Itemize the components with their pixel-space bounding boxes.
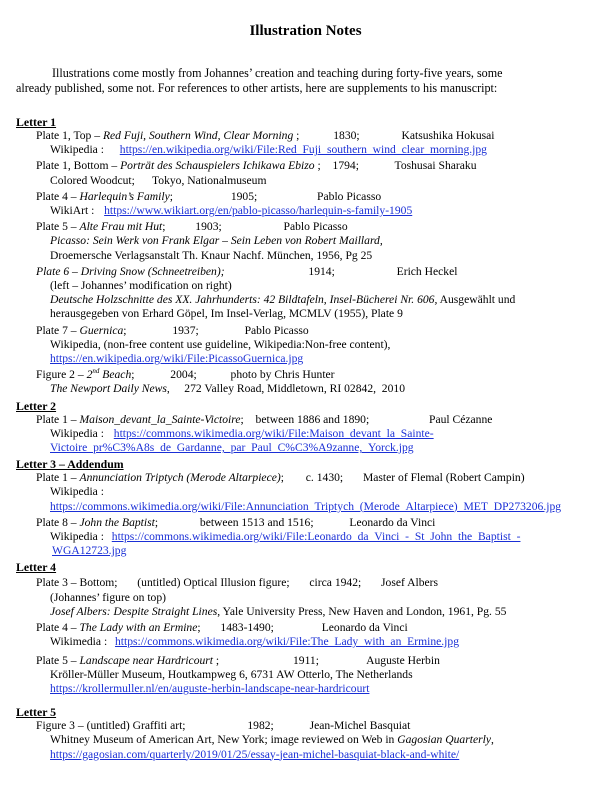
plate-label: Plate 5 – [36,220,77,234]
artwork-year: between 1886 and 1890; [255,412,370,426]
artist-name: Katsushika Hokusai [401,129,495,142]
artwork-year: circa 1942; [309,576,362,590]
separator: ; [296,129,300,142]
intro-line-1: Illustrations come mostly from Johannes’ creation and teaching during forty-five years, some [52,66,503,80]
artwork-year: 1937; [172,323,199,337]
letter-1-entry-7 [16,368,606,396]
source-link[interactable]: https://www.wikiart.org/en/pablo-picasso/harlequin-s-family-1905 [104,204,413,218]
source-label: Wikipedia : [50,426,104,440]
letter-4-entry-2 [16,621,606,649]
museum-address: Kröller-Müller Museum, Houtkampweg 6, 6731 AW Otterlo, The Netherlands [50,667,413,681]
source-link[interactable]: https://commons.wikimedia.org/wiki/File:Leonardo_da_Vinci_-_St_John_the_Baptist_- [111,530,521,544]
source-link[interactable]: https://commons.wikimedia.org/wiki/File:The_Lady_with_an_Ermine.jpg [114,635,459,649]
intro-paragraph [16,66,600,96]
source-link[interactable]: https://en.wikipedia.org/wiki/File:Red_Fuji_southern_wind_clear_morning.jpg [119,143,487,157]
artist-name: Josef Albers [381,576,439,590]
figure-note: (Johannes’ figure on top) [50,590,167,604]
publication-title: Gagosian Quarterly [397,733,491,747]
plate-label: Plate 6 – [36,264,78,278]
address: , 272 Valley Road, Middletown, RI 02842, 2010 [166,382,405,396]
artwork-year: 1794; [332,159,359,173]
source-label: Wikipedia : [50,143,104,157]
source-label: Wikipedia : [50,485,104,499]
artwork-year: 2004; [170,368,197,382]
letter-1-entry-3 [16,190,606,218]
book-title: Deutsche Holzschnitte des XX. Jahrhunderts: 42 Bildtafeln, Insel-Bücherei Nr. 606, [50,293,438,307]
separator: ; [197,621,201,635]
artwork-title: Harlequin’s Family [79,189,170,203]
artwork-title: 2nd Beach [86,367,132,382]
letter-3-heading: Letter 3 – Addendum [16,457,124,472]
artist-name: Master of Flemal (Robert Campin) [362,471,525,485]
artist-name: Erich Heckel [396,264,458,278]
artist-name: Jean-Michel Basquiat [309,719,411,733]
artist-name: Toshusai Sharaku [394,159,477,173]
artwork-title: Alte Frau mit Hut [79,220,163,234]
artwork-title: Porträt des Schauspielers Ichikawa Ebizo [120,159,315,173]
artwork-title: Annunciation Triptych (Merode Altarpiece) [79,471,281,485]
artist-name: Paul Cézanne [429,412,493,426]
artwork-year: 1911; [292,653,319,667]
plate-label: Figure 2 – [36,368,84,382]
artwork-year: 1903; [195,220,222,234]
artwork-year: 1905; [230,189,258,203]
modification-note: (left – Johannes’ modification on right) [50,279,232,293]
separator: ; [154,515,159,529]
plate-label: Plate 4 – [36,621,77,635]
separator: ; [169,189,173,203]
separator: ; [280,471,284,485]
letter-1-entry-1 [16,129,606,157]
book-title-tail: Ausgewählt und [439,293,516,307]
source-text: Wikipedia, (non-free content use guideline, Wikipedia:Non-free content), [50,337,391,351]
separator: ; [162,220,166,234]
plate-label: Plate 1, Bottom – [36,159,118,173]
separator: ; [131,368,135,382]
letter-5-heading: Letter 5 [16,705,57,720]
letter-5-entry-1 [16,719,606,762]
separator: ; [317,159,321,173]
separator: ; [213,653,220,667]
source-label: WikiArt : [50,204,95,218]
source-link-continued[interactable]: WGA12723.jpg [52,544,127,558]
letter-3-entry-1 [16,471,606,514]
plate-label: Plate 1 – [36,412,77,426]
artist-name: Pablo Picasso [244,323,309,337]
artwork-year: 1830; [333,129,360,142]
plate-label: Plate 1, Top – [36,129,101,142]
letter-1-entry-6 [16,324,606,367]
notes-list [16,115,606,764]
artwork-title: Guernica [79,323,124,337]
letter-4-entry-3 [16,654,606,697]
letter-1-entry-4 [16,220,606,263]
book-title: Josef Albers: Despite Straight Lines [50,604,218,618]
newspaper-title: The Newport Daily News [50,382,167,396]
artwork-title: Red Fuji, Southern Wind, Clear Morning [102,129,294,142]
artwork-title: (untitled) Optical Illusion figure; [137,576,290,590]
museum-text: Whitney Museum of American Art, New York; image reviewed on Web in [50,733,398,747]
artwork-year: between 1513 and 1516; [199,515,314,529]
letter-1-entry-2 [16,159,606,187]
artwork-title: John the Baptist [79,515,155,529]
letter-2-heading: Letter 2 [16,398,57,413]
plate-label: Plate 8 – [36,515,77,529]
letter-4-entry-1 [16,576,606,619]
plate-label: Plate 1 – [36,471,77,485]
letter-1-entry-5 [16,265,606,322]
plate-label: Plate 4 – [36,189,77,203]
source-link[interactable]: https://commons.wikimedia.org/wiki/File:Annunciation_Triptych_(Merode_Altarpiece)_MET_DP273206.jpg [50,499,562,513]
artwork-title: The Lady with an Ermine [79,621,198,635]
artist-name: Leonardo da Vinci [349,515,436,529]
artist-name: Pablo Picasso [317,189,382,203]
artwork-year: 1483-1490; [220,621,274,635]
letter-4-heading: Letter 4 [16,560,57,575]
artwork-title: Maison_devant_la_Sainte-Victoire [79,412,241,426]
source-link[interactable]: https://gagosian.com/quarterly/2019/01/25/essay-jean-michel-basquiat-black-and-white/ [50,747,460,761]
artwork-year: 1982; [247,719,274,733]
artist-name: Pablo Picasso [283,220,348,234]
separator: ; [123,323,127,337]
book-title: Picasso: Sein Werk von Frank Elgar – Sein Leben von Robert Maillard, [50,234,383,248]
letter-2-entry-1 [16,413,606,456]
source-label: Wikipedia : [50,530,104,544]
plate-label: Plate 7 – [36,323,77,337]
plate-label: Plate 3 – Bottom; [36,576,118,590]
letter-3-entry-2 [16,516,606,559]
artwork-title: Landscape near Hardricourt [79,653,214,667]
publisher: , Yale University Press, New Haven and London, 1961, Pg. 55 [217,604,507,618]
plate-label: Plate 5 – [36,653,77,667]
artist-name: Leonardo da Vinci [321,621,408,635]
source-label: Wikimedia : [50,635,108,649]
artwork-year: 1914; [308,264,335,278]
medium-location: Colored Woodcut; Tokyo, Nationalmuseum [50,173,267,187]
publisher: herausgegeben von Erhard Göpel, Im Insel-Verlag, MCMLV (1955), Plate 9 [50,307,403,321]
punctuation: , [490,733,494,747]
plate-label: Figure 3 – [36,719,84,733]
artist-name: photo by Chris Hunter [230,368,335,382]
publisher: Droemersche Verlagsanstalt Th. Knaur Nachf. München, 1956, Pg 25 [50,248,373,262]
source-link-continued[interactable]: Victoire_pr%C3%A8s_de_Gardanne,_par_Paul_C%C3%A9zanne,_Yorck.jpg [50,441,414,455]
intro-line-2: already published, some not. For references to other artists, here are supplements to his manuscript: [16,81,498,95]
separator: ; [240,412,244,426]
letter-1-heading: Letter 1 [16,115,57,129]
artwork-year: c. 1430; [305,471,344,485]
source-link[interactable]: https://krollermuller.nl/en/auguste-herbin-landscape-near-hardricourt [50,681,370,695]
artist-name: Auguste Herbin [366,653,440,667]
artwork-title: (untitled) Graffiti art; [86,719,186,733]
source-link[interactable]: https://commons.wikimedia.org/wiki/File:Maison_devant_la_Sainte- [113,426,434,440]
artwork-title: Driving Snow (Schneetreiben); [80,264,225,278]
source-link[interactable]: https://en.wikipedia.org/wiki/File:PicassoGuernica.jpg [50,352,304,366]
page-title: Illustration Notes [249,23,362,39]
